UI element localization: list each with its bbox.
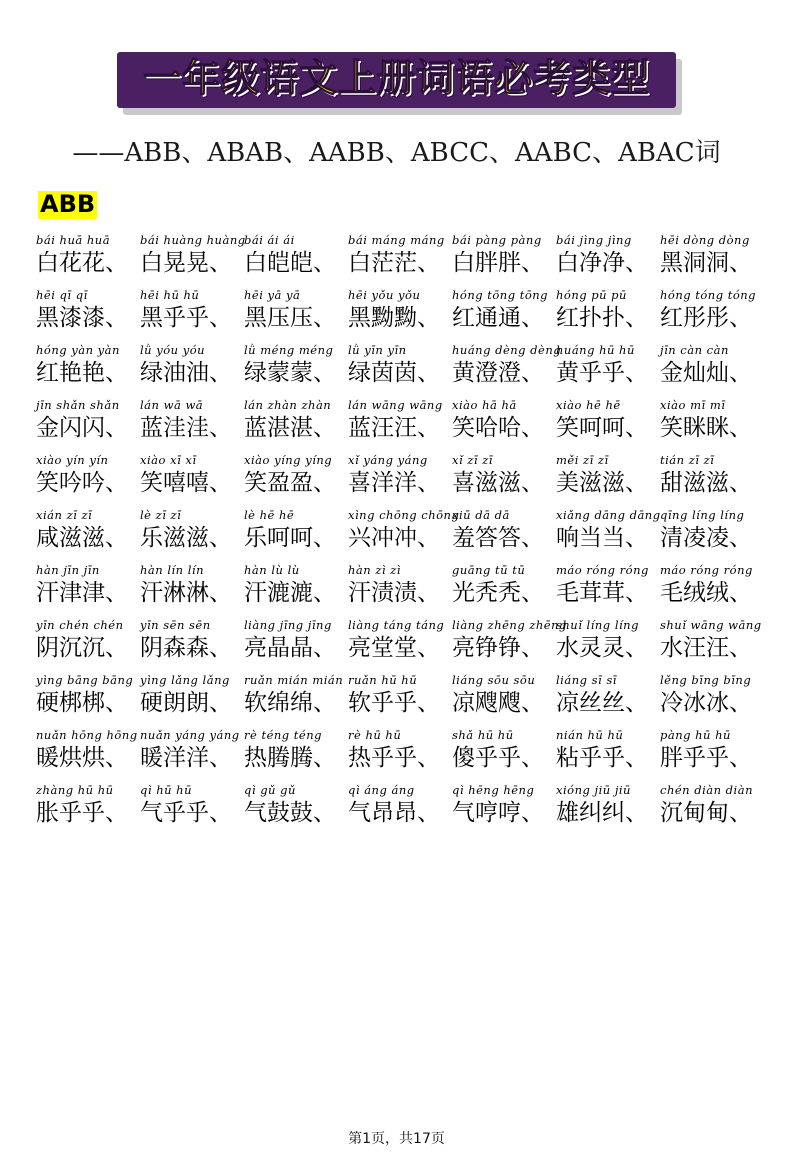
word-pinyin: liàng zhēng zhēng: [452, 617, 567, 632]
word-cell: [658, 453, 762, 498]
word-hanzi: 冷冰冰、: [660, 689, 752, 716]
word-hanzi: 清凌凌、: [660, 524, 752, 551]
word-pinyin: xiū dā dā: [452, 507, 510, 522]
word-cell: [658, 233, 762, 278]
word-pinyin: xiào mī mī: [660, 397, 726, 412]
word-cell: [138, 618, 242, 663]
word-pinyin: xiǎng dāng dāng: [556, 507, 661, 522]
word-hanzi: 汗漉漉、: [244, 579, 336, 606]
word-pinyin: liáng sōu sōu: [452, 672, 536, 687]
page-title: 一年级语文上册词语必考类型: [142, 56, 650, 100]
word-pinyin: liáng sī sī: [556, 672, 617, 687]
word-hanzi: 黑黝黝、: [348, 304, 440, 331]
word-cell: [450, 617, 567, 663]
word-pinyin: nuǎn yáng yáng: [140, 727, 240, 742]
word-pinyin: hēi qī qī: [36, 287, 88, 302]
word-pinyin: jīn shǎn shǎn: [36, 397, 120, 412]
word-hanzi: 白花花、: [36, 249, 128, 276]
word-hanzi: 红通通、: [452, 304, 544, 331]
word-cell: [554, 728, 658, 773]
word-pinyin: hēi dòng dòng: [660, 232, 750, 247]
word-pinyin: qì hēng hēng: [452, 782, 535, 797]
word-hanzi: 蓝汪汪、: [348, 414, 440, 441]
word-cell: [138, 563, 242, 608]
word-cell: [242, 673, 346, 718]
word-hanzi: 气鼓鼓、: [244, 799, 336, 826]
word-cell: [34, 508, 138, 553]
word-cell: [34, 563, 138, 608]
word-hanzi: 凉飕飕、: [452, 689, 544, 716]
word-hanzi: 白胖胖、: [452, 249, 544, 276]
word-hanzi: 红彤彤、: [660, 304, 752, 331]
word-cell: [346, 507, 460, 553]
word-pinyin: huáng dèng dèng: [452, 342, 562, 357]
word-hanzi: 乐呵呵、: [244, 524, 336, 551]
word-pinyin: zhàng hū hū: [36, 782, 114, 797]
word-hanzi: 喜洋洋、: [348, 469, 440, 496]
word-row: [34, 508, 759, 553]
word-pinyin: shuǐ líng líng: [556, 617, 639, 632]
word-cell: [242, 398, 346, 443]
word-pinyin: xiào xī xī: [140, 452, 197, 467]
word-pinyin: hàn lín lín: [140, 562, 205, 577]
word-cell: [554, 507, 661, 553]
word-hanzi: 金闪闪、: [36, 414, 128, 441]
word-hanzi: 蓝湛湛、: [244, 414, 336, 441]
word-pinyin: lán wā wā: [140, 397, 204, 412]
word-hanzi: 笑盈盈、: [244, 469, 336, 496]
word-cell: [658, 508, 762, 553]
word-cell: [450, 233, 554, 278]
word-cell: [138, 343, 242, 388]
word-cell: [658, 728, 762, 773]
word-cell: [242, 453, 346, 498]
word-cell: [346, 398, 450, 443]
word-hanzi: 傻乎乎、: [452, 744, 544, 771]
word-hanzi: 汗渍渍、: [348, 579, 440, 606]
word-pinyin: qì gǔ gǔ: [244, 782, 296, 797]
word-cell: [138, 783, 242, 828]
word-hanzi: 软乎乎、: [348, 689, 440, 716]
word-hanzi: 金灿灿、: [660, 359, 752, 386]
word-hanzi: 绿油油、: [140, 359, 232, 386]
word-pinyin: bái huàng huàng: [140, 232, 246, 247]
word-cell: [34, 233, 138, 278]
word-cell: [554, 673, 658, 718]
word-hanzi: 热腾腾、: [244, 744, 336, 771]
word-pinyin: hóng tóng tóng: [660, 287, 757, 302]
word-hanzi: 乐滋滋、: [140, 524, 232, 551]
word-hanzi: 阴森森、: [140, 634, 232, 661]
word-hanzi: 气昂昂、: [348, 799, 440, 826]
word-cell: [346, 783, 450, 828]
word-hanzi: 胖乎乎、: [660, 744, 752, 771]
word-hanzi: 白净净、: [556, 249, 648, 276]
word-cell: [138, 508, 242, 553]
word-cell: [138, 232, 246, 278]
word-hanzi: 黑洞洞、: [660, 249, 752, 276]
word-hanzi: 水灵灵、: [556, 634, 648, 661]
word-cell: [450, 453, 554, 498]
word-cell: [34, 288, 138, 333]
word-hanzi: 笑眯眯、: [660, 414, 752, 441]
word-cell: [658, 618, 762, 663]
word-hanzi: 咸滋滋、: [36, 524, 128, 551]
word-pinyin: hēi yǒu yǒu: [348, 287, 421, 302]
word-pinyin: rè téng téng: [244, 727, 323, 742]
word-pinyin: lè hē hē: [244, 507, 295, 522]
word-cell: [242, 233, 346, 278]
word-cell: [450, 673, 554, 718]
word-pinyin: shuǐ wāng wāng: [660, 617, 762, 632]
word-pinyin: xián zī zī: [36, 507, 93, 522]
word-hanzi: 暖洋洋、: [140, 744, 232, 771]
word-cell: [450, 398, 554, 443]
word-pinyin: lǜ yóu yóu: [140, 342, 206, 357]
word-cell: [658, 563, 762, 608]
word-cell: [346, 453, 450, 498]
word-hanzi: 热乎乎、: [348, 744, 440, 771]
word-row: [34, 233, 759, 278]
word-hanzi: 甜滋滋、: [660, 469, 752, 496]
word-cell: [242, 783, 346, 828]
word-hanzi: 喜滋滋、: [452, 469, 544, 496]
word-pinyin: hēi hū hū: [140, 287, 200, 302]
word-pinyin: qì hū hū: [140, 782, 192, 797]
word-pinyin: máo róng róng: [556, 562, 649, 577]
word-cell: [34, 673, 138, 718]
word-cell: [554, 233, 658, 278]
word-cell: [346, 233, 450, 278]
word-pinyin: xǐ zī zī: [452, 452, 493, 467]
word-pinyin: ruǎn mián mián: [244, 672, 344, 687]
word-row: [34, 783, 759, 828]
word-pinyin: qīng líng líng: [660, 507, 745, 522]
word-hanzi: 羞答答、: [452, 524, 544, 551]
word-cell: [242, 508, 346, 553]
word-hanzi: 白晃晃、: [140, 249, 232, 276]
word-pinyin: pàng hū hū: [660, 727, 731, 742]
word-hanzi: 气哼哼、: [452, 799, 544, 826]
word-row: [34, 453, 759, 498]
word-cell: [138, 673, 242, 718]
word-pinyin: bái pàng pàng: [452, 232, 542, 247]
word-hanzi: 黑压压、: [244, 304, 336, 331]
title-banner: [117, 52, 676, 108]
word-cell: [346, 563, 450, 608]
word-cell: [138, 398, 242, 443]
word-hanzi: 兴冲冲、: [348, 524, 440, 551]
word-pinyin: yīn sēn sēn: [140, 617, 211, 632]
word-pinyin: lǜ yīn yīn: [348, 342, 407, 357]
word-hanzi: 雄纠纠、: [556, 799, 648, 826]
word-pinyin: hàn zì zì: [348, 562, 401, 577]
word-row: [34, 563, 759, 608]
word-pinyin: chén diàn diàn: [660, 782, 753, 797]
word-cell: [34, 783, 138, 828]
word-pinyin: xiào hā hā: [452, 397, 517, 412]
word-pinyin: yìng bāng bāng: [36, 672, 134, 687]
word-cell: [242, 288, 346, 333]
word-pinyin: lǜ méng méng: [244, 342, 334, 357]
word-pinyin: lán wāng wāng: [348, 397, 443, 412]
word-row: [34, 398, 759, 443]
word-cell: [138, 453, 242, 498]
page-subtitle: ——ABB、ABAB、AABB、ABCC、AABC、ABAC词: [72, 138, 721, 168]
word-cell: [658, 398, 762, 443]
word-cell: [242, 728, 346, 773]
word-cell: [658, 343, 762, 388]
word-hanzi: 亮晶晶、: [244, 634, 336, 661]
word-cell: [34, 343, 138, 388]
word-hanzi: 暖烘烘、: [36, 744, 128, 771]
word-cell: [242, 563, 346, 608]
word-pinyin: měi zī zī: [556, 452, 609, 467]
word-pinyin: jīn càn càn: [660, 342, 729, 357]
word-pinyin: hēi yā yā: [244, 287, 301, 302]
word-row: [34, 673, 759, 718]
word-hanzi: 红扑扑、: [556, 304, 648, 331]
word-cell: [346, 673, 450, 718]
word-hanzi: 胀乎乎、: [36, 799, 128, 826]
word-grid: [26, 233, 767, 828]
word-cell: [346, 728, 450, 773]
word-pinyin: hóng pū pū: [556, 287, 627, 302]
word-pinyin: xiào yín yín: [36, 452, 109, 467]
word-hanzi: 气乎乎、: [140, 799, 232, 826]
word-hanzi: 硬梆梆、: [36, 689, 128, 716]
word-pinyin: ruǎn hū hū: [348, 672, 418, 687]
word-pinyin: hóng tōng tōng: [452, 287, 549, 302]
word-hanzi: 黄乎乎、: [556, 359, 648, 386]
word-row: [34, 728, 759, 773]
word-hanzi: 黑漆漆、: [36, 304, 128, 331]
word-hanzi: 白皑皑、: [244, 249, 336, 276]
word-hanzi: 毛茸茸、: [556, 579, 648, 606]
word-pinyin: máo róng róng: [660, 562, 753, 577]
word-cell: [138, 728, 242, 773]
word-hanzi: 红艳艳、: [36, 359, 128, 386]
word-hanzi: 粘乎乎、: [556, 744, 648, 771]
document-page: [0, 52, 793, 1174]
word-hanzi: 笑嘻嘻、: [140, 469, 232, 496]
word-hanzi: 亮铮铮、: [452, 634, 544, 661]
word-pinyin: lěng bīng bīng: [660, 672, 752, 687]
word-pinyin: hàn jīn jīn: [36, 562, 100, 577]
section-tag-abb: ABB: [40, 190, 96, 218]
word-hanzi: 笑吟吟、: [36, 469, 128, 496]
word-hanzi: 美滋滋、: [556, 469, 648, 496]
word-row: [34, 617, 762, 663]
word-cell: [450, 288, 554, 333]
word-hanzi: 白茫茫、: [348, 249, 440, 276]
word-hanzi: 绿茵茵、: [348, 359, 440, 386]
word-pinyin: hóng yàn yàn: [36, 342, 120, 357]
word-cell: [34, 453, 138, 498]
word-pinyin: bái jìng jìng: [556, 232, 632, 247]
word-hanzi: 沉甸甸、: [660, 799, 752, 826]
word-cell: [450, 508, 554, 553]
word-cell: [554, 398, 658, 443]
word-cell: [346, 343, 450, 388]
word-hanzi: 水汪汪、: [660, 634, 752, 661]
word-cell: [450, 783, 554, 828]
word-pinyin: nuǎn hōng hōng: [36, 727, 138, 742]
word-pinyin: xiào yíng yíng: [244, 452, 333, 467]
word-pinyin: tián zī zī: [660, 452, 715, 467]
word-pinyin: guāng tū tū: [452, 562, 526, 577]
word-hanzi: 软绵绵、: [244, 689, 336, 716]
word-pinyin: liàng táng táng: [348, 617, 445, 632]
word-pinyin: yīn chén chén: [36, 617, 124, 632]
word-pinyin: qì áng áng: [348, 782, 415, 797]
word-cell: [554, 618, 658, 663]
word-cell: [34, 728, 138, 773]
word-cell: [346, 618, 450, 663]
word-pinyin: bái ái ái: [244, 232, 295, 247]
word-hanzi: 笑呵呵、: [556, 414, 648, 441]
word-pinyin: hàn lù lù: [244, 562, 300, 577]
word-pinyin: lè zī zī: [140, 507, 182, 522]
word-pinyin: lán zhàn zhàn: [244, 397, 332, 412]
word-pinyin: nián hū hū: [556, 727, 624, 742]
page-footer: 第1页，共17页: [348, 1131, 445, 1147]
word-row: [34, 288, 759, 333]
word-cell: [658, 673, 762, 718]
word-hanzi: 光秃秃、: [452, 579, 544, 606]
word-pinyin: yìng lǎng lǎng: [140, 672, 230, 687]
word-pinyin: xióng jiū jiū: [556, 782, 631, 797]
word-cell: [554, 563, 658, 608]
word-hanzi: 绿蒙蒙、: [244, 359, 336, 386]
word-hanzi: 蓝洼洼、: [140, 414, 232, 441]
word-cell: [242, 618, 346, 663]
word-cell: [554, 453, 658, 498]
word-pinyin: bái máng máng: [348, 232, 445, 247]
word-cell: [346, 288, 450, 333]
word-cell: [450, 563, 554, 608]
word-cell: [554, 288, 658, 333]
word-cell: [658, 783, 762, 828]
word-pinyin: xǐ yáng yáng: [348, 452, 428, 467]
word-pinyin: shǎ hū hū: [452, 727, 514, 742]
word-pinyin: xìng chōng chōng: [348, 507, 460, 522]
word-hanzi: 硬朗朗、: [140, 689, 232, 716]
word-cell: [34, 398, 138, 443]
word-cell: [658, 288, 762, 333]
word-cell: [138, 288, 242, 333]
word-hanzi: 汗津津、: [36, 579, 128, 606]
word-pinyin: liàng jīng jīng: [244, 617, 332, 632]
word-pinyin: huáng hū hū: [556, 342, 635, 357]
word-hanzi: 毛绒绒、: [660, 579, 752, 606]
word-pinyin: xiào hē hē: [556, 397, 621, 412]
word-cell: [450, 728, 554, 773]
word-hanzi: 黄澄澄、: [452, 359, 544, 386]
word-pinyin: bái huā huā: [36, 232, 111, 247]
word-cell: [450, 342, 562, 388]
word-cell: [34, 618, 138, 663]
word-pinyin: rè hū hū: [348, 727, 402, 742]
title-banner-wrap: [26, 52, 767, 114]
word-hanzi: 阴沉沉、: [36, 634, 128, 661]
word-hanzi: 凉丝丝、: [556, 689, 648, 716]
word-cell: [554, 343, 658, 388]
word-hanzi: 黑乎乎、: [140, 304, 232, 331]
word-cell: [554, 783, 658, 828]
word-hanzi: 汗淋淋、: [140, 579, 232, 606]
word-cell: [242, 343, 346, 388]
word-row: [34, 343, 759, 388]
section-tag-row: [26, 191, 767, 219]
word-hanzi: 响当当、: [556, 524, 648, 551]
word-hanzi: 笑哈哈、: [452, 414, 544, 441]
word-hanzi: 亮堂堂、: [348, 634, 440, 661]
